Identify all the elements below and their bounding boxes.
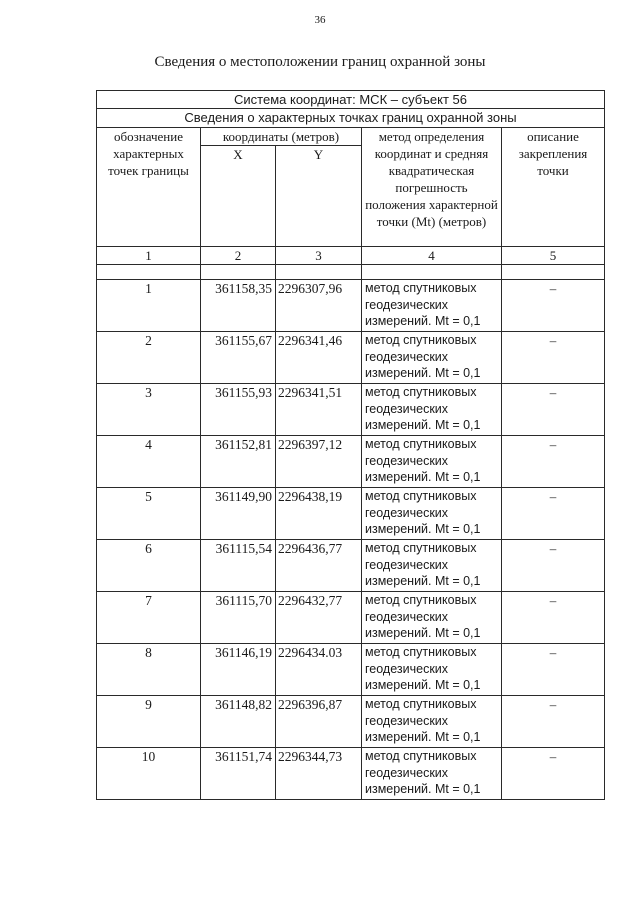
point-number-cell: 3 (97, 384, 201, 436)
spacer-row (97, 265, 605, 280)
description-cell: – (502, 280, 605, 332)
x-coordinate-cell: 361151,74 (201, 748, 276, 800)
method-cell: метод спутниковых геодезических измерений. Mt = 0,1 (362, 384, 502, 436)
section-header: Сведения о характерных точках границ охранной зоны (97, 109, 605, 128)
column-number: 2 (201, 247, 276, 265)
method-cell: метод спутниковых геодезических измерений. Mt = 0,1 (362, 280, 502, 332)
method-cell: метод спутниковых геодезических измерений. Mt = 0,1 (362, 748, 502, 800)
x-column-header: X (201, 146, 276, 247)
description-cell: – (502, 748, 605, 800)
description-cell: – (502, 696, 605, 748)
method-cell: метод спутниковых геодезических измерений. Mt = 0,1 (362, 488, 502, 540)
boundary-points-table (96, 90, 605, 800)
y-coordinate-cell: 2296341,46 (276, 332, 362, 384)
description-column-header: описание закрепления точки (502, 128, 605, 247)
method-column-header: метод определения координат и средняя квадратическая погрешность положения характерной точки (Mt) (метров) (362, 128, 502, 247)
description-cell: – (502, 488, 605, 540)
method-cell: метод спутниковых геодезических измерений. Mt = 0,1 (362, 332, 502, 384)
x-coordinate-cell: 361148,82 (201, 696, 276, 748)
x-coordinate-cell: 361155,93 (201, 384, 276, 436)
x-coordinate-cell: 361146,19 (201, 644, 276, 696)
table-row (97, 592, 605, 644)
table-row (97, 436, 605, 488)
table-row (97, 384, 605, 436)
point-number-cell: 4 (97, 436, 201, 488)
point-number-cell: 5 (97, 488, 201, 540)
method-cell: метод спутниковых геодезических измерений. Mt = 0,1 (362, 696, 502, 748)
table-row (97, 280, 605, 332)
y-coordinate-cell: 2296344,73 (276, 748, 362, 800)
x-coordinate-cell: 361115,54 (201, 540, 276, 592)
coordinate-system-header: Система координат: МСК – субъект 56 (97, 91, 605, 109)
column-number: 1 (97, 247, 201, 265)
y-coordinate-cell: 2296397,12 (276, 436, 362, 488)
method-cell: метод спутниковых геодезических измерений. Mt = 0,1 (362, 540, 502, 592)
method-cell: метод спутниковых геодезических измерений. Mt = 0,1 (362, 644, 502, 696)
method-cell: метод спутниковых геодезических измерений. Mt = 0,1 (362, 592, 502, 644)
point-number-cell: 2 (97, 332, 201, 384)
x-coordinate-cell: 361158,35 (201, 280, 276, 332)
description-cell: – (502, 436, 605, 488)
document-title: Сведения о местоположении границ охранной зоны (154, 54, 486, 70)
y-coordinate-cell: 2296341,51 (276, 384, 362, 436)
column-number: 4 (362, 247, 502, 265)
x-coordinate-cell: 361152,81 (201, 436, 276, 488)
table-row (97, 696, 605, 748)
coordinates-group-header: координаты (метров) (201, 128, 362, 146)
description-cell: – (502, 384, 605, 436)
table-row (97, 644, 605, 696)
designation-column-header: обозначение характерных точек границы (97, 128, 201, 247)
table-row (97, 332, 605, 384)
table-row (97, 540, 605, 592)
y-coordinate-cell: 2296432,77 (276, 592, 362, 644)
description-cell: – (502, 540, 605, 592)
y-coordinate-cell: 2296438,19 (276, 488, 362, 540)
column-number: 3 (276, 247, 362, 265)
y-coordinate-cell: 2296396,87 (276, 696, 362, 748)
point-number-cell: 6 (97, 540, 201, 592)
y-coordinate-cell: 2296307,96 (276, 280, 362, 332)
x-coordinate-cell: 361155,67 (201, 332, 276, 384)
page-number: 36 (314, 14, 326, 26)
y-coordinate-cell: 2296434.03 (276, 644, 362, 696)
y-column-header: Y (276, 146, 362, 247)
point-number-cell: 8 (97, 644, 201, 696)
method-cell: метод спутниковых геодезических измерений. Mt = 0,1 (362, 436, 502, 488)
point-number-cell: 7 (97, 592, 201, 644)
table-row (97, 748, 605, 800)
description-cell: – (502, 644, 605, 696)
x-coordinate-cell: 361115,70 (201, 592, 276, 644)
point-number-cell: 9 (97, 696, 201, 748)
column-number: 5 (502, 247, 605, 265)
y-coordinate-cell: 2296436,77 (276, 540, 362, 592)
point-number-cell: 10 (97, 748, 201, 800)
description-cell: – (502, 332, 605, 384)
x-coordinate-cell: 361149,90 (201, 488, 276, 540)
description-cell: – (502, 592, 605, 644)
table-row (97, 488, 605, 540)
point-number-cell: 1 (97, 280, 201, 332)
